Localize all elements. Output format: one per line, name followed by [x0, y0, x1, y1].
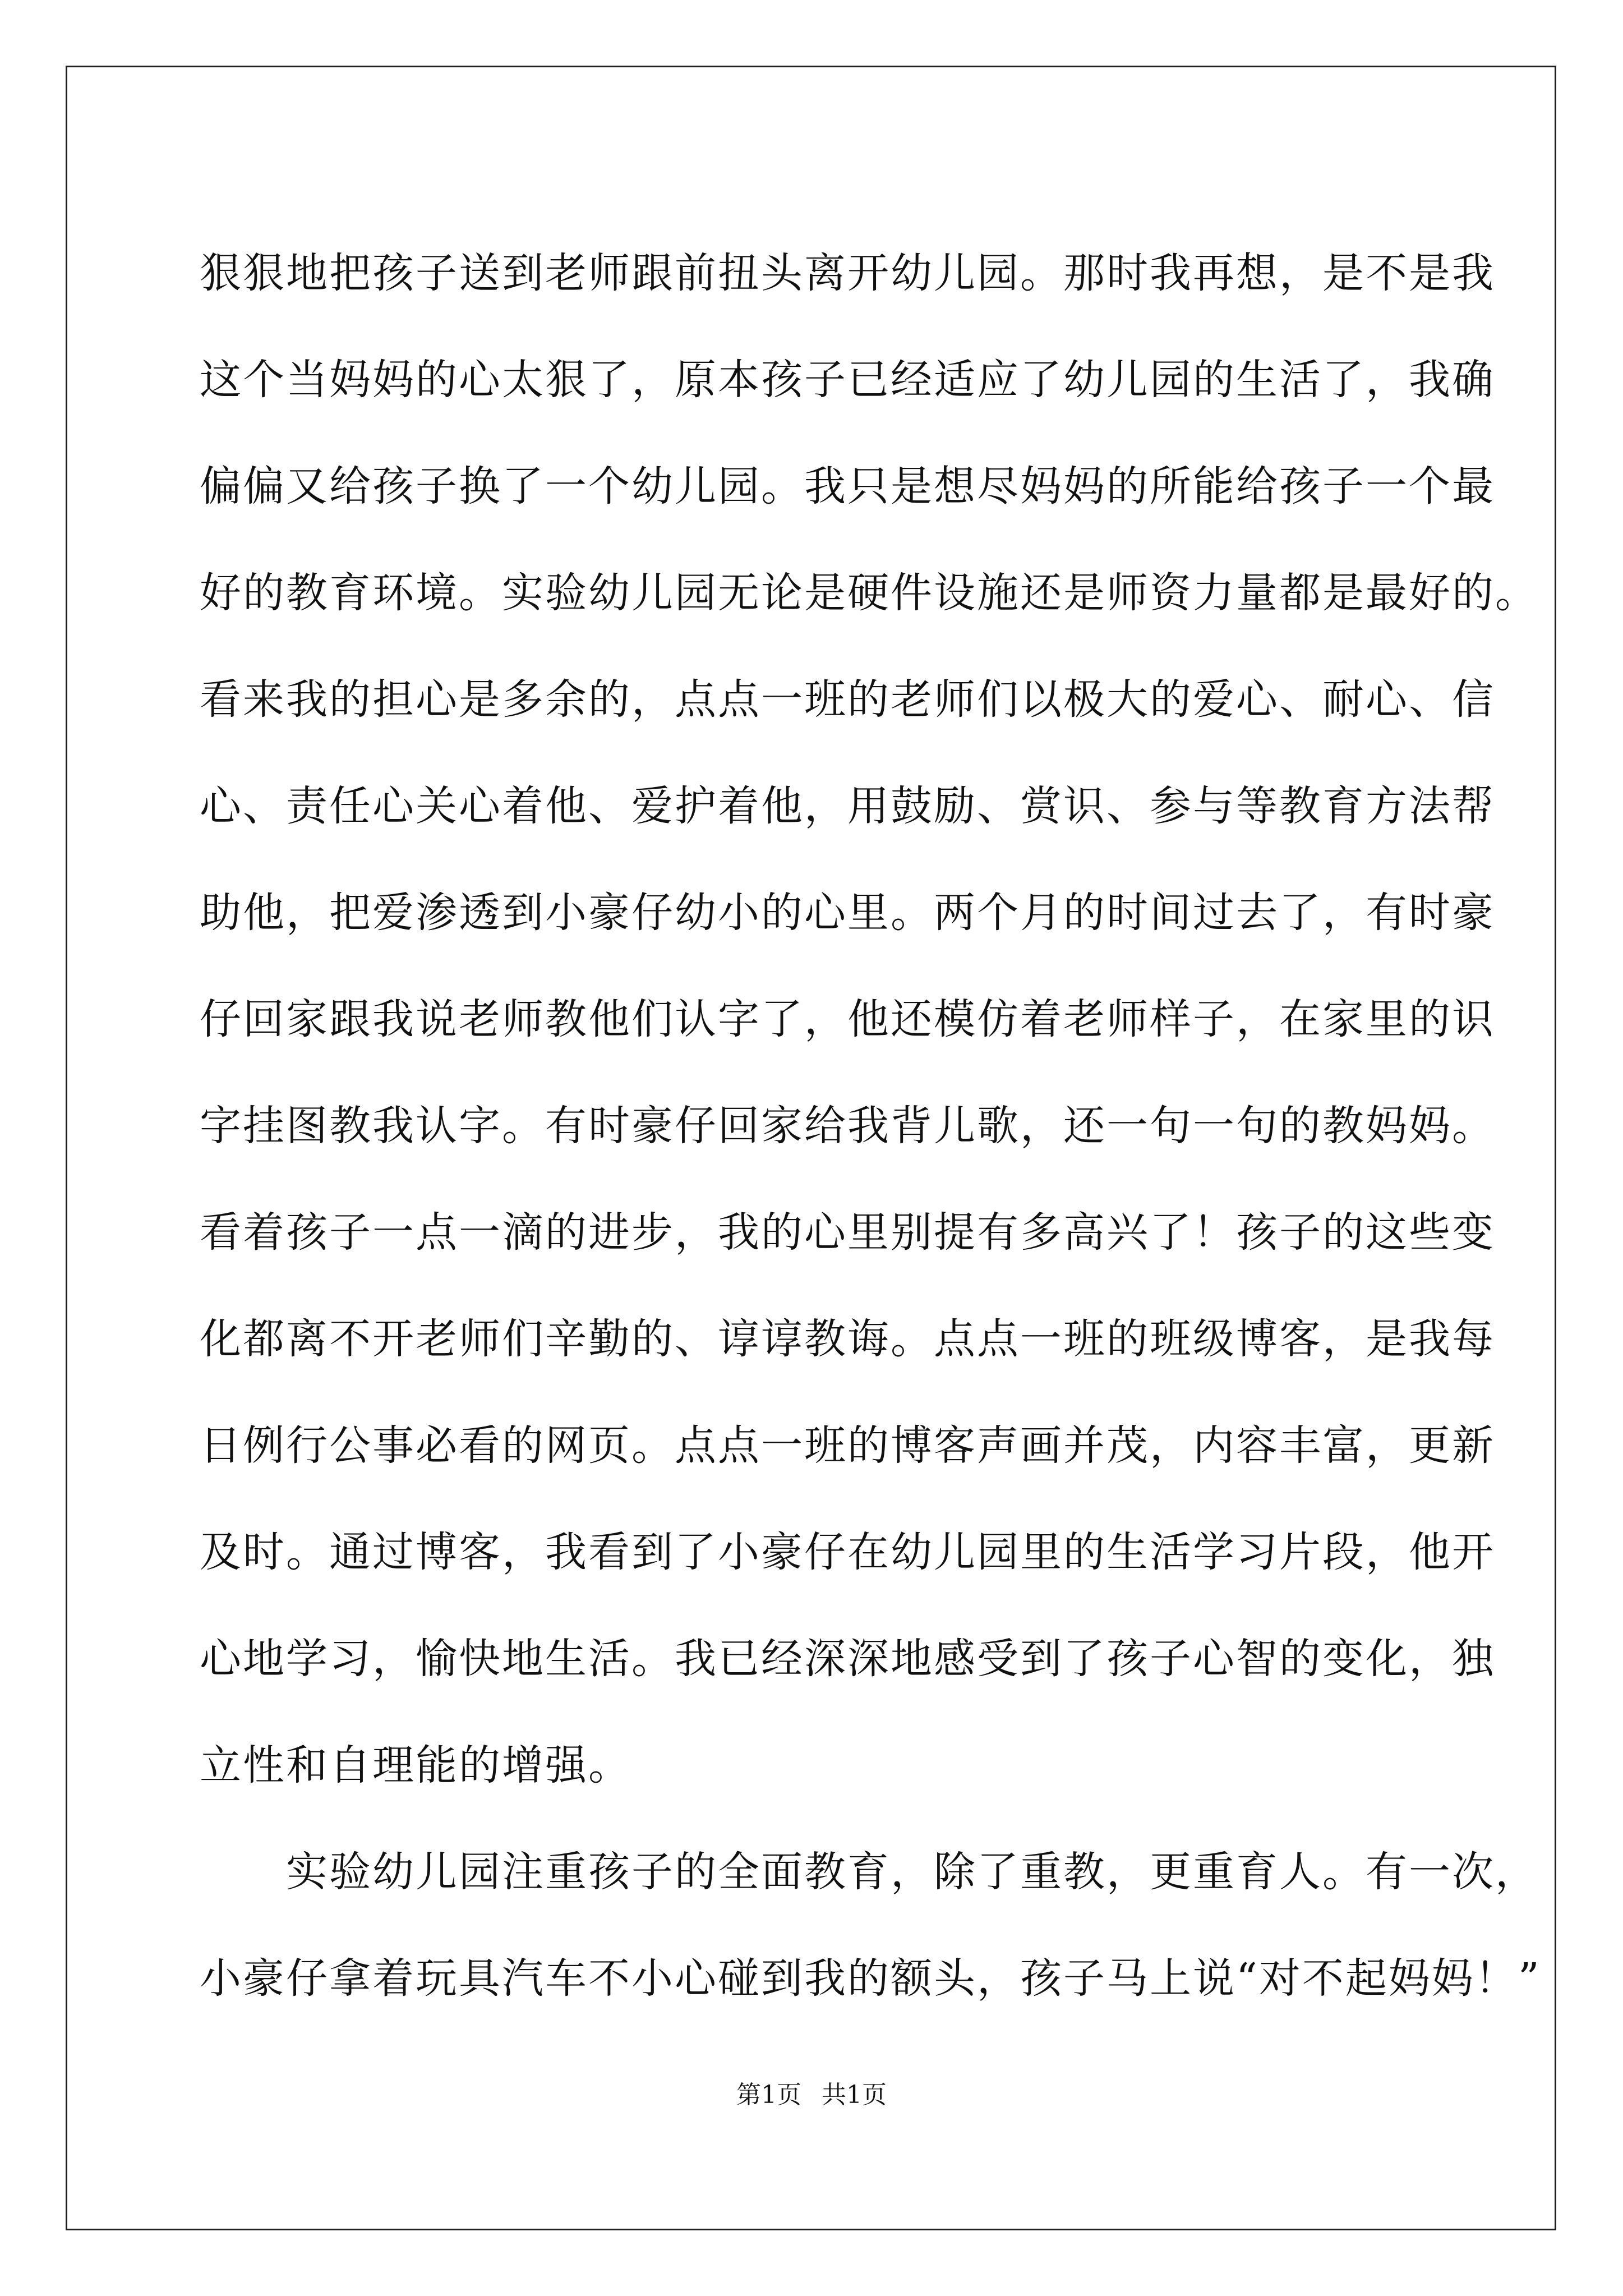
text-line: 助他，把爱渗透到小豪仔幼小的心里。两个月的时间过去了，有时豪 [200, 889, 1495, 937]
text-line: 看着孩子一点一滴的进步，我的心里别提有多高兴了！孩子的这些变 [200, 1208, 1495, 1257]
text-line: 字挂图教我认字。有时豪仔回家给我背儿歌，还一句一句的教妈妈。 [200, 1102, 1495, 1150]
text-line: 小豪仔拿着玩具汽车不小心碰到我的额头，孩子马上说“对不起妈妈！” [200, 1954, 1541, 2003]
text-line: 偏偏又给孩子换了一个幼儿园。我只是想尽妈妈的所能给孩子一个最 [200, 462, 1495, 510]
text-line: 及时。通过博客，我看到了小豪仔在幼儿园里的生活学习片段，他开 [200, 1528, 1495, 1576]
text-line: 仔回家跟我说老师教他们认字了，他还模仿着老师样子，在家里的识 [200, 995, 1495, 1043]
text-line: 这个当妈妈的心太狠了，原本孩子已经适应了幼儿园的生活了，我确 [200, 356, 1495, 404]
text-line: 心地学习，愉快地生活。我已经深深地感受到了孩子心智的变化，独 [200, 1635, 1495, 1683]
text-line: 实验幼儿园注重孩子的全面教育，除了重教，更重育人。有一次， [200, 1848, 1538, 1896]
page-number: 第1页 [736, 2081, 801, 2109]
text-line: 看来我的担心是多余的，点点一班的老师们以极大的爱心、耐心、信 [200, 675, 1495, 724]
page-total: 共1页 [822, 2081, 887, 2109]
document-body [200, 220, 1541, 2032]
text-line: 心、责任心关心着他、爱护着他，用鼓励、赏识、参与等教育方法帮 [200, 782, 1495, 830]
text-line: 狠狠地把孩子送到老师跟前扭头离开幼儿园。那时我再想，是不是我 [200, 249, 1495, 297]
text-line: 化都离不开老师们辛勤的、谆谆教诲。点点一班的班级博客，是我每 [200, 1315, 1495, 1363]
page-footer [0, 2078, 1623, 2112]
text-line: 立性和自理能的增强。 [200, 1741, 631, 1789]
text-line: 好的教育环境。实验幼儿园无论是硬件设施还是师资力量都是最好的。 [200, 569, 1538, 617]
text-line: 日例行公事必看的网页。点点一班的博客声画并茂，内容丰富，更新 [200, 1421, 1495, 1470]
